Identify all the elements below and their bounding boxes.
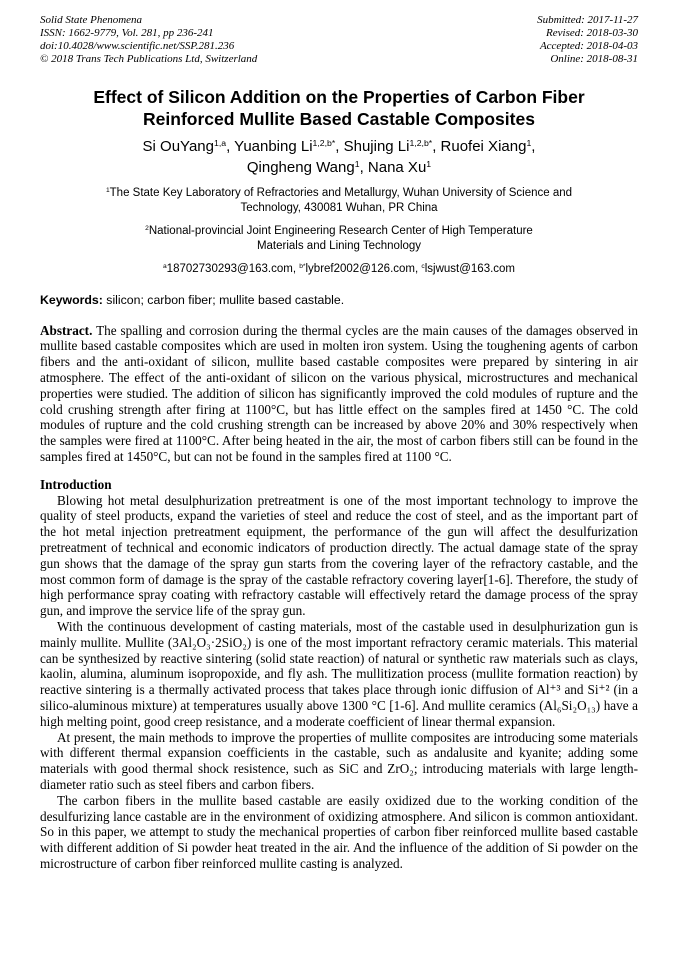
submitted-date: Submitted: 2017-11-27 <box>537 14 638 26</box>
email-address: lybref2002@126.com <box>305 262 415 275</box>
section-heading-introduction: Introduction <box>40 476 112 492</box>
email-superscript: b* <box>299 263 306 271</box>
email-separator: , <box>415 262 422 275</box>
email-superscript: c <box>421 263 425 271</box>
journal-copyright: © 2018 Trans Tech Publications Ltd, Switzerland <box>40 52 258 65</box>
abstract-text: The spalling and corrosion during the thermal cycles are the main causes of the damages observed in mullite based castable composites which are used in molten iron system. Using the toughening agents of carbon fibers and the anti-oxidant of silicon, mullite based castable composites were prepared by sintering in air atmosphere. The effect of the anti-oxidant of silicon on the various physical, microstructures and mechanical properties were studied. The addition of silicon has significantly improved the cold modules of rupture and the cold crushing strength after firing at 1100°C, but has little effect on the samples fired at 1450 °C. The cold modules of rupture and the cold crushing strength can be increased by above 20% and 30% respectively when the samples were fired at 1100°C. After being heated in the air, the most of carbon fibers still can be found in the samples fired at 1450°C, but can not be found in the samples fired at 1100 °C. <box>40 322 638 465</box>
affiliation-1 <box>40 186 638 216</box>
introduction-body <box>40 493 638 872</box>
author-separator: , <box>432 137 441 155</box>
affiliation-text: National-provincial Joint Engineering Research Center of High Temperature Materials and Lining Technology <box>148 224 533 252</box>
email-separator: , <box>292 262 300 275</box>
author-superscript: 1,a <box>213 138 227 149</box>
journal-header-right <box>537 14 638 66</box>
author-separator: , <box>531 137 536 155</box>
journal-name: Solid State Phenomena <box>40 14 143 26</box>
journal-issn-volume: ISSN: 1662-9779, Vol. 281, pp 236-241 <box>40 26 214 39</box>
abstract <box>40 323 638 465</box>
author-name: Qingheng Wang <box>246 158 355 176</box>
paragraph: With the continuous development of casting materials, most of the castable used in desulphurization gun is mainly mullite. Mullite (3Al₂O₃·2SiO₂) is one of the most important refractory ceramic materials. This material can be synthesized by reactive sintering (solid state reaction) of natural or synthetic raw materials such as clays, kaolin, alumina, aluminum isopropoxide, and fly ash. The mullitization process (mullite formation reaction) by reactive sintering is a thermally activated process that takes place through ionic diffusion of Al⁺³ and Si⁺² (in a silico-aluminous mixture) at temperatures usually above 1300 °C [1-6]. And mullite ceramics (Al₆Si₂O₁₃) have a high melting point, good creep resistance, and a moderate coefficient of linear thermal expansion. <box>40 618 638 729</box>
paper-title <box>40 86 638 130</box>
author-name: Yuanbing Li <box>234 137 313 155</box>
paragraph: Blowing hot metal desulphurization pretreatment is one of the most important technology to improve the quality of steel products, expand the varieties of steel and reduce the cost of steel, and as the important part of the hot metal injection pretreatment equipment, the performance of the gun will affect the desulfurization pretreatment of technical and economic indicators of production directly. The actual damage state of the spray gun shows that the damage of the spray gun starts from the covering layer of the refractory castable, and the most common form of damage is the spray of the castable refractory covering layer[1-6]. Therefore, the study of high performance spray coating with refractory castable will effectively retard the damage process of the spray gun, and improve the service life of the spray gun. <box>40 492 638 619</box>
author-name: Shujing Li <box>343 137 410 155</box>
affiliation-2 <box>40 224 638 254</box>
journal-doi: doi:10.4028/www.scientific.net/SSP.281.236 <box>40 39 235 52</box>
author-superscript: 1 <box>526 138 532 149</box>
revised-date: Revised: 2018-03-30 <box>546 26 638 39</box>
author-superscript: 1,2,b* <box>409 138 433 149</box>
keywords-label: Keywords: <box>40 292 103 307</box>
affiliation-text: The State Key Laboratory of Refractories and Metallurgy, Wuhan University of Science and Technology, 430081 Wuhan, PR China <box>109 186 573 214</box>
keywords-line <box>40 293 638 309</box>
abstract-label: Abstract. <box>40 322 93 338</box>
author-separator: , <box>335 137 344 155</box>
journal-header-left <box>40 14 257 66</box>
affiliation-superscript: 1 <box>105 187 110 195</box>
email-address: lsjwust@163.com <box>424 262 516 275</box>
authors-block <box>40 136 638 178</box>
author-superscript: 1,2,b* <box>312 138 336 149</box>
paragraph: At present, the main methods to improve the properties of mullite composites are introducing some materials with different thermal expansion coefficients in the castable, such as andalusite and kyanite; adding some materials with good thermal shock resistence, such as SiC and ZrO₂; introducing materials with large length-diameter ratio such as steel fibers and carbon fibers. <box>40 729 638 792</box>
author-separator: , <box>226 137 235 155</box>
author-separator: , <box>359 158 368 176</box>
paper-title-line2: Reinforced Mullite Based Castable Composites <box>143 108 535 129</box>
keywords-text: silicon; carbon fiber; mullite based castable. <box>102 292 345 307</box>
author-superscript: 1 <box>426 159 432 170</box>
email-address: 18702730293@163.com <box>166 262 293 275</box>
author-superscript: 1 <box>354 159 360 170</box>
paper-title-line1: Effect of Silicon Addition on the Properties of Carbon Fiber <box>93 86 585 107</box>
journal-header <box>40 14 638 66</box>
online-date: Online: 2018-08-31 <box>550 52 638 65</box>
accepted-date: Accepted: 2018-04-03 <box>539 39 638 52</box>
author-emails <box>40 262 638 277</box>
affiliation-superscript: 2 <box>145 225 149 233</box>
email-superscript: a <box>162 263 167 271</box>
author-name: Ruofei Xiang <box>440 137 527 155</box>
author-name: Si OuYang <box>142 137 214 155</box>
paragraph: The carbon fibers in the mullite based castable are easily oxidized due to the working condition of the desulfurizing lance castable are in the environment of oxidizing atmosphere. And silicon is common antioxidant. So in this paper, we attempt to study the mechanical properties of carbon fiber reinforced mullite based castable with different addition of Si powder heat treated in the air. And the influence of the addition of Si powder on the microstructure of carbon fiber reinforced mullite casting is analyzed. <box>40 792 638 871</box>
author-name: Nana Xu <box>367 158 427 176</box>
